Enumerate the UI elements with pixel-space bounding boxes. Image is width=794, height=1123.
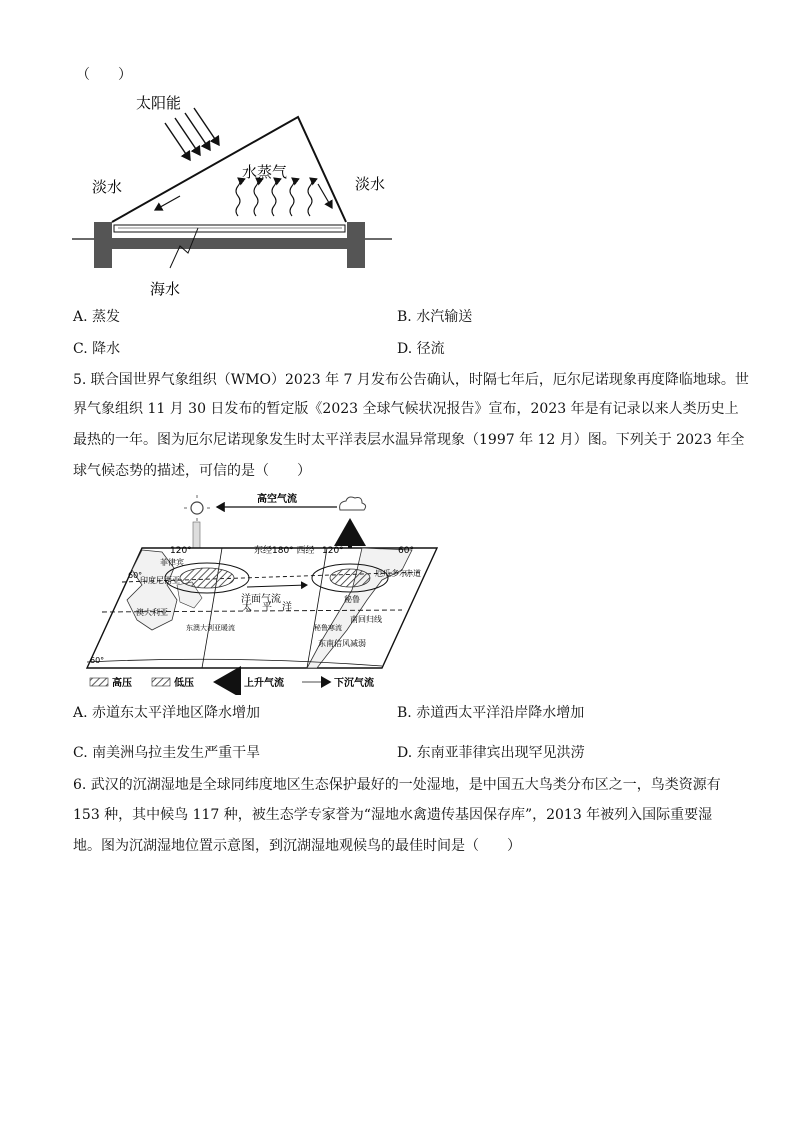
q6-line-1: 6. 武汉的沉湖湿地是全球同纬度地区生态保护最好的一处湿地，是中国五大鸟类分布区之一，鸟类资源有: [73, 777, 721, 793]
q4-option-b[interactable]: B. 水汽输送: [397, 309, 473, 325]
svg-text:秘鲁寒流: 秘鲁寒流: [314, 624, 342, 632]
svg-text:太 平 洋: 太 平 洋: [242, 602, 292, 613]
svg-text:赤道: 赤道: [405, 569, 421, 578]
question-4-paren: （ ）: [76, 67, 132, 83]
legend-high: 高压: [112, 678, 132, 689]
q4-option-d[interactable]: D. 径流: [397, 341, 445, 357]
q5-line-2: 界气象组织 11 月 30 日发布的暂定版《2023 全球气候状况报告》宣布，2023 年是有记录以来人类历史上: [73, 401, 739, 417]
q5-line-3: 最热的一年。图为厄尔尼诺现象发生时太平洋表层水温异常现象（1997 年 12 月）图。下列关于 2023 年全: [73, 432, 745, 448]
fresh-water-left-label: 淡水: [92, 178, 123, 196]
seawater-label: 海水: [150, 280, 181, 298]
q6-line-2: 153 种，其中候鸟 117 种，被生态学专家誉为“湿地水禽遗传基因保存库”，2013 年被列入国际重要湿: [73, 807, 713, 823]
vapor-label: 水蒸气: [242, 163, 288, 181]
legend-down: 下沉气流: [334, 678, 374, 689]
q5-option-b[interactable]: B. 赤道西太平洋沿岸降水增加: [397, 705, 585, 721]
q4-option-c[interactable]: C. 降水: [73, 341, 121, 357]
svg-text:60°: 60°: [398, 546, 414, 556]
svg-text:120°: 120°: [170, 546, 192, 556]
svg-text:印度尼西亚: 印度尼西亚: [140, 576, 180, 585]
left-wall: [94, 222, 112, 268]
q5-option-a[interactable]: A. 赤道东太平洋地区降水增加: [73, 705, 261, 721]
q5-line-4: 球气候态势的描述，可信的是（ ）: [73, 463, 311, 479]
q5-option-c[interactable]: C. 南美洲乌拉圭发生严重干旱: [73, 745, 261, 761]
q6-line-3: 地。图为沉湖湿地位置示意图，到沉湖湿地观候鸟的最佳时间是（ ）: [73, 838, 521, 854]
svg-text:60°: 60°: [90, 656, 105, 665]
basin-floor: [112, 238, 347, 249]
svg-text:60°: 60°: [128, 571, 143, 580]
q5-line-1: 5. 联合国世界气象组织（WMO）2023 年 7 月发布公告确认，时隔七年后，厄尔尼诺现象再度降临地球。世: [73, 372, 749, 388]
fresh-water-right-label: 淡水: [355, 175, 386, 193]
svg-text:东南信风减弱: 东南信风减弱: [318, 639, 366, 648]
cloud-icon: [340, 497, 366, 510]
svg-text:东澳大利亚暖流: 东澳大利亚暖流: [186, 624, 235, 632]
right-wall: [347, 222, 365, 268]
svg-text:120°: 120°: [322, 546, 344, 556]
q5-option-d[interactable]: D. 东南亚菲律宾出现罕见洪涝: [397, 745, 585, 761]
q4-option-a[interactable]: A. 蒸发: [73, 309, 121, 325]
solar-still-diagram: [70, 88, 400, 303]
seawater-tray: [114, 225, 345, 232]
svg-text:菲律宾: 菲律宾: [160, 558, 184, 567]
glass-cover: [112, 117, 346, 222]
svg-text:澳大利亚: 澳大利亚: [136, 608, 168, 617]
svg-text:厄瓜多尔: 厄瓜多尔: [375, 569, 407, 578]
svg-text:洋面气流: 洋面气流: [241, 594, 281, 605]
sun-label: 太阳能: [136, 94, 182, 112]
svg-text:东经180° 西经: 东经180° 西经: [254, 546, 315, 556]
high-air-label: 高空气流: [257, 494, 297, 505]
legend-up: 上升气流: [244, 678, 284, 689]
legend-low: 低压: [174, 678, 194, 689]
sun-icon: [191, 502, 203, 514]
svg-text:秘鲁: 秘鲁: [344, 595, 360, 604]
el-nino-map: [82, 490, 452, 695]
svg-text:南回归线: 南回归线: [350, 615, 382, 624]
